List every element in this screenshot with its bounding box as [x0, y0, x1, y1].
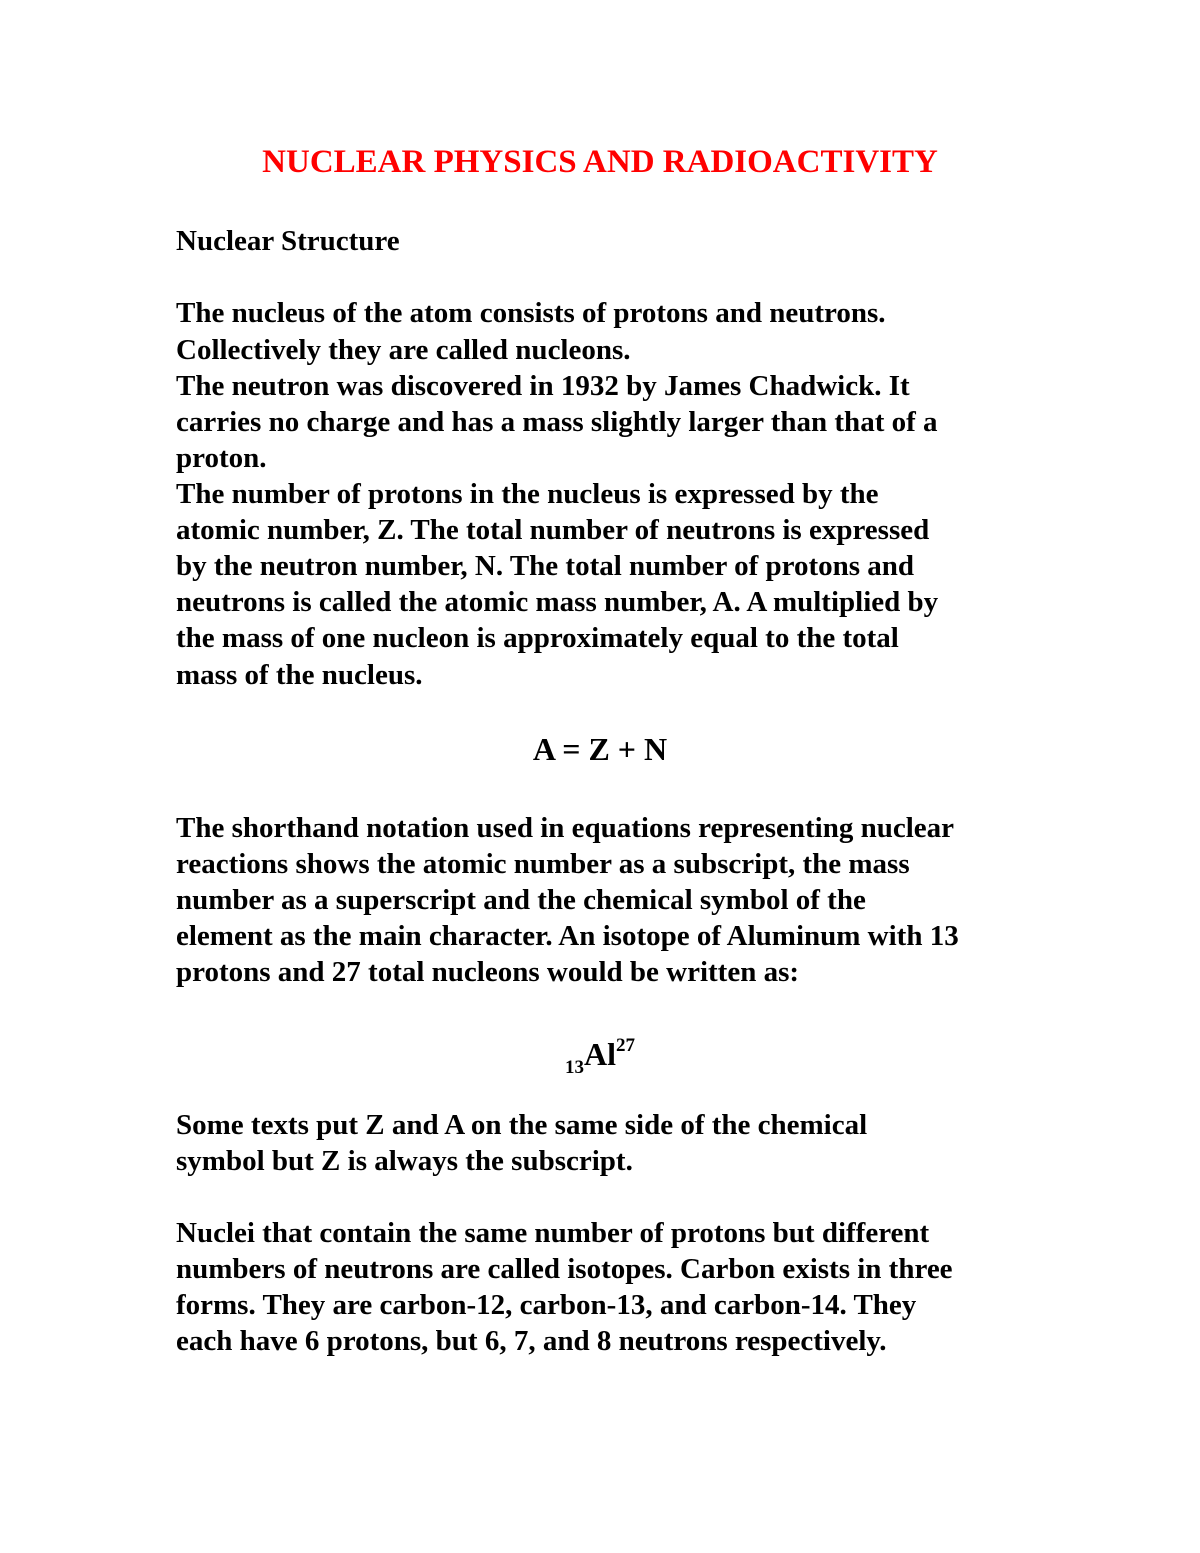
- text-line: Collectively they are called nucleons.: [176, 334, 631, 366]
- isotope-symbol: Al: [584, 1036, 616, 1072]
- isotope-subscript: 13: [565, 1057, 584, 1078]
- equation: A = Z + N: [532, 731, 668, 767]
- text-line: protons and 27 total nucleons would be written as:: [176, 956, 800, 988]
- text-line: Nuclei that contain the same number of protons but different: [176, 1217, 930, 1249]
- text-line: symbol but Z is always the subscript.: [176, 1145, 633, 1177]
- text-line: numbers of neutrons are called isotopes. Carbon exists in three: [176, 1253, 953, 1285]
- text-line: neutrons is called the atomic mass number, A. A multiplied by: [176, 586, 939, 618]
- text-line: number as a superscript and the chemical symbol of the: [176, 884, 866, 916]
- text-line: the mass of one nucleon is approximately equal to the total: [176, 622, 899, 654]
- text-line: each have 6 protons, but 6, 7, and 8 neutrons respectively.: [176, 1325, 887, 1357]
- isotope-superscript: 27: [616, 1035, 635, 1056]
- text-line: by the neutron number, N. The total number of protons and: [176, 550, 915, 582]
- text-line: The nucleus of the atom consists of protons and neutrons.: [176, 297, 886, 329]
- text-line: mass of the nucleus.: [176, 659, 423, 691]
- section-heading: Nuclear Structure: [176, 225, 400, 257]
- text-line: The neutron was discovered in 1932 by James Chadwick. It: [176, 370, 910, 402]
- text-line: proton.: [176, 442, 267, 474]
- isotope-notation: [0, 1026, 1200, 1088]
- text-line: element as the main character. An isotope of Aluminum with 13: [176, 920, 959, 952]
- text-line: Some texts put Z and A on the same side of the chemical: [176, 1109, 868, 1141]
- text-line: The number of protons in the nucleus is expressed by the: [176, 478, 879, 510]
- text-line: The shorthand notation used in equations representing nuclear: [176, 812, 955, 844]
- text-line: carries no charge and has a mass slightly larger than that of a: [176, 406, 938, 438]
- document-title: NUCLEAR PHYSICS AND RADIOACTIVITY: [262, 144, 938, 180]
- text-line: atomic number, Z. The total number of neutrons is expressed: [176, 514, 930, 546]
- text-line: forms. They are carbon-12, carbon-13, and carbon-14. They: [176, 1289, 917, 1321]
- text-line: reactions shows the atomic number as a subscript, the mass: [176, 848, 910, 880]
